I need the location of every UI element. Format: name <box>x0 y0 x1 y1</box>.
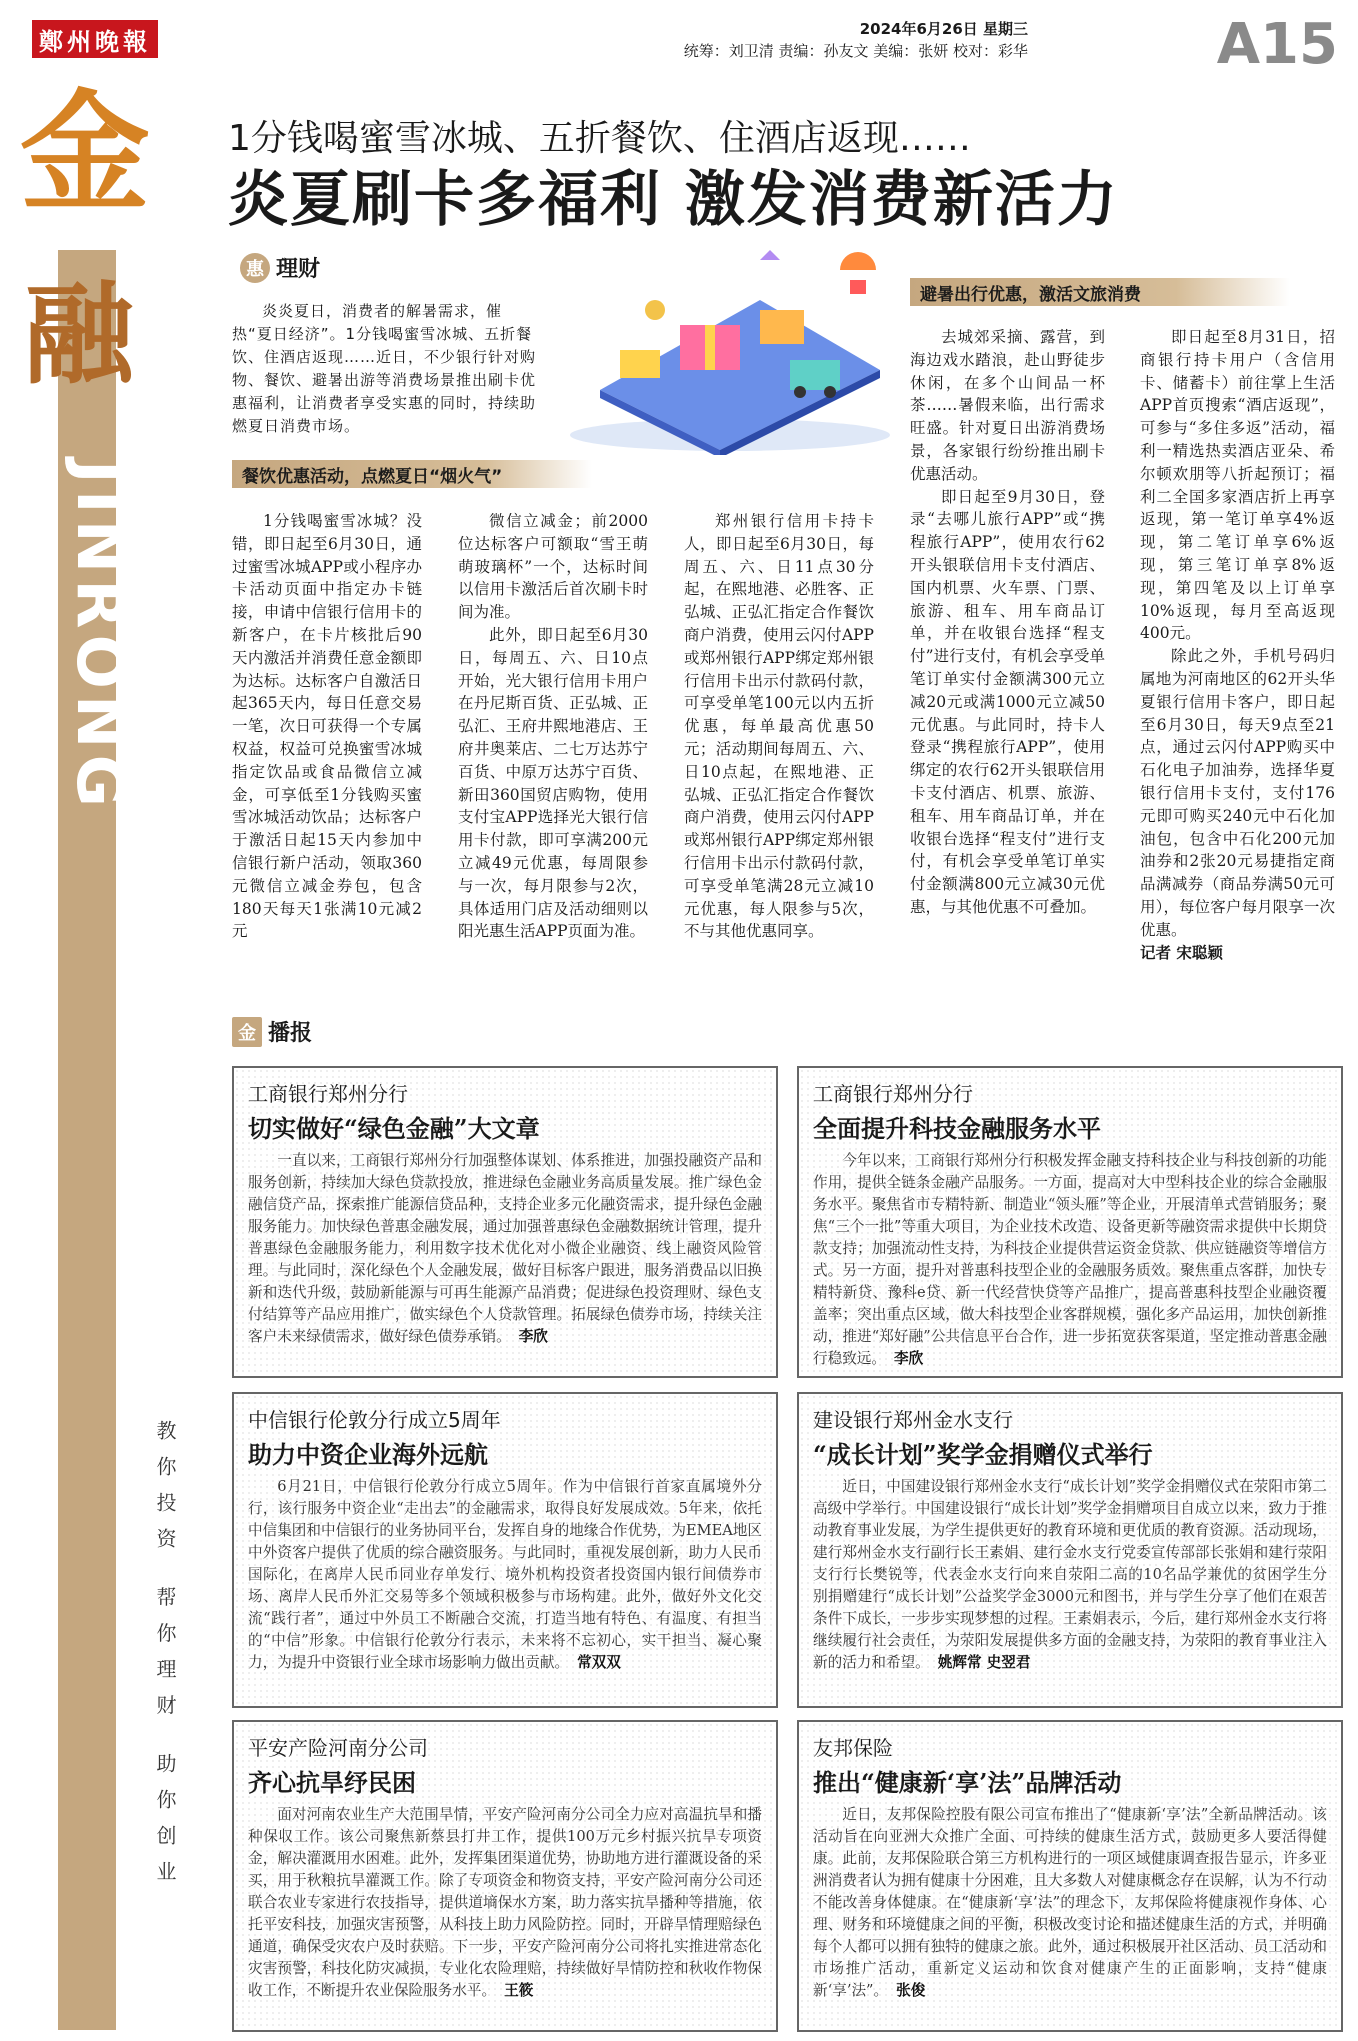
paragraph: 即日起至9月30日，登录“去哪儿旅行APP”或“携程旅行APP”，使用农行62开头银联信用卡支付酒店、国内机票、火车票、门票、旅游、租车、用车商品订单，并在收银台选择“程支付”进行支付，有机会享受单笔订单实付金额满300元立减20元或满1000元立减50元优惠。与此同时，持卡人登录“携程旅行APP”，使用绑定的农行62开头银联信用卡支付酒店、机票、旅游、租车、用车商品订单，并在收银台选择“程支付”进行支付，有机会享受单笔订单实付金额满800元立减30元优惠，与其他优惠不可叠加。 <box>910 487 1105 916</box>
article-lead: 炎炎夏日，消费者的解暑需求，催热“夏日经济”。1分钱喝蜜雪冰城、五折餐饮、住酒店返现……近日，不少银行针对购物、餐饮、避暑出游等消费场景推出刷卡优惠福利，让消费者享受实惠的同时，持续助燃夏日消费市场。 <box>232 302 537 435</box>
news-body: 6月21日，中信银行伦敦分行成立5周年。作为中信银行首家直属境外分行，该行服务中资企业“走出去”的金融需求，取得良好发展成效。5年来，依托中信集团和中信银行的业务协同平台，发挥自身的地缘合作优势，为EMEA地区中外资客户提供了优质的综合融资服务。与此同时，重视发展创新，助力人民币国际化，在离岸人民币同业存单发行、境外机构投资者投资国内银行间债券市场、离岸人民币外汇交易等多个领域积极参与市场构建。此外，做好外文化交流“践行者”，通过中外员工不断融合交流，打造当地有特色、有温度、有担当的“中信”形象。中信银行伦敦分行表示，未来将不忘初心，实干担当、凝心聚力，为提升中资银行业全球市场影响力做出贡献。 常双双 <box>248 1478 762 1671</box>
news-byline: 姚辉常 史翌君 <box>937 1654 1031 1671</box>
news-source: 中信银行伦敦分行成立5周年 <box>248 1408 501 1432</box>
hui-tag-icon: 惠 <box>240 253 270 283</box>
coin-icon <box>645 300 665 320</box>
news-byline: 张俊 <box>896 1982 926 1999</box>
news-headline: 齐心抗旱纾民困 <box>248 1768 416 1797</box>
issue-date: 2024年6月26日 星期三 <box>859 20 1028 38</box>
article-column-5 <box>1140 326 1335 964</box>
news-source: 工商银行郑州分行 <box>813 1082 973 1106</box>
news-source: 平安产险河南分公司 <box>248 1736 428 1760</box>
article-tag <box>240 252 320 283</box>
paragraph: 此外，即日起至6月30日，每周五、六、日10点开始，光大银行信用卡用户在丹尼斯百货、正弘城、正弘汇、王府井熙地港店、王府井奥莱店、二七万达苏宁百货、中原万达苏宁百货、新田360国贸店购物，使用支付宝APP选择光大银行信用卡付款，即可享满200元立减49元优惠，每周限参与一次，每月限参与2次，具体适用门店及活动细则以阳光惠生活APP页面为准。 <box>458 625 648 941</box>
article-column-3 <box>684 510 874 943</box>
news-item-2 <box>797 1066 1343 1378</box>
news-byline: 王筱 <box>504 1982 534 1999</box>
article-column-4 <box>910 326 1105 919</box>
page-number: A15 <box>1216 12 1338 77</box>
paragraph: 即日起至8月31日，招商银行持卡用户（含信用卡、储蓄卡）前往掌上生活APP首页搜索“酒店返现”，可参与“多住多返”活动，福利一精选热卖酒店亚朵、希尔顿欢朋等八折起预订；福利二全国多家酒店折上再享返现，第一笔订单享4%返现，第二笔订单享6%返现，第三笔订单享8%返现，第四笔及以上订单享10%返现，每月至高返现400元。 <box>1140 328 1335 643</box>
news-headline: 推出“健康新‘享’法”品牌活动 <box>813 1768 1122 1797</box>
paragraph: 去城郊采摘、露营，到海边戏水踏浪，赴山野徒步休闲，在多个山间品一杯茶……暑假来临，出行需求旺盛。针对夏日出游消费场景，各家银行纷纷推出刷卡优惠活动。 <box>910 328 1105 483</box>
section-pinyin: JINRONG <box>62 460 136 813</box>
page-header-info <box>684 18 1028 62</box>
article-tag-label: 理财 <box>276 257 321 282</box>
truck-icon <box>790 360 840 390</box>
news-body: 近日，友邦保险控股有限公司宣布推出了“健康新‘享’法”全新品牌活动。该活动旨在向亚洲大众推广全面、可持续的健康生活方式，鼓励更多人要活得健康。此前，友邦保险联合第三方机构进行的一项区域健康调查报告显示，许多亚洲消费者认为拥有健康十分困难，且大多数人对健康概念存在误解，认为不行动不能改善身体健康。在“健康新‘享’法”的理念下，友邦保险将健康视作身体、心理、财务和环境健康之间的平衡，积极改变讨论和描述健康生活的方式，并明确每个人都可以拥有独特的健康之旅。此外，通过积极展开社区活动、员工活动和市场推广活动，重新定义运动和饮食对健康产生的正面影响，支持“健康新‘享’法”。 张俊 <box>813 1806 1327 1999</box>
paragraph: 除此之外，手机号码归属地为河南地区的62开头华夏银行信用卡客户，即日起至6月30日，每天9点至21点，通过云闪付APP购买中石化电子加油券，选择华夏银行信用卡支付，支付176元即可购买240元中石化加油包，包含中石化200元加油券和2张20元易捷指定商品满减券（商品券满50元可用），每位客户每月限享一次优惠。 <box>1140 647 1335 939</box>
news-item-1 <box>232 1066 778 1378</box>
news-headline: 切实做好“绿色金融”大文章 <box>248 1114 540 1143</box>
article-column-1 <box>232 510 422 943</box>
newspaper-logo: 鄭州晚報 <box>32 20 158 58</box>
paragraph: 1分钱喝蜜雪冰城？没错，即日起至6月30日，通过蜜雪冰城APP或小程序办卡活动页面中指定办卡链接，申请中信银行信用卡的新客户，在卡片核批后90天内激活并消费任意金额即为达标。达标客户自激活日起365天内，每日任意交易一笔，次日可获得一个专属权益，权益可兑换蜜雪冰城指定饮品或食品微信立减金，可享低至1分钱购买蜜雪冰城活动饮品；达标客户于激活日起15天内参加中信银行新户活动，领取360元微信立减金券包，包含180天每天1张满10元减2元 <box>232 512 422 941</box>
section-slogan: 教你投资 帮你理财 助你创业 <box>153 1420 177 1897</box>
reporter-byline: 记者 宋聪颖 <box>1140 943 1223 962</box>
news-byline: 李欣 <box>518 1328 548 1345</box>
paragraph: 郑州银行信用卡持卡人，即日起至6月30日，每周五、六、日11点30分起，在熙地港、必胜客、正弘城、正弘汇指定合作餐饮商户消费，使用云闪付APP或郑州银行APP绑定郑州银行信用卡出示付款码付款，可享受单笔100元以内五折优惠，每单最高优惠50元；活动期间每周五、六、日10点起，在熙地港、正弘城、正弘汇指定合作餐饮商户消费，使用云闪付APP或郑州银行APP绑定郑州银行信用卡出示付款码付款，可享受单笔满28元立减10元优惠，每人限参与5次，不与其他优惠同享。 <box>684 512 874 941</box>
section-title-char-1: 金 <box>20 76 151 229</box>
package-icon <box>760 310 804 344</box>
article-column-2 <box>458 510 648 943</box>
news-item-5 <box>232 1720 778 2032</box>
news-source: 建设银行郑州金水支行 <box>813 1408 1013 1432</box>
news-body: 一直以来，工商银行郑州分行加强整体谋划、体系推进，加强投融资产品和服务创新，持续加大绿色贷款投放，推进绿色金融业务高质量发展。推广绿色金融信贷产品，探索推广能源信贷品种，支持企业多元化融资需求，提升绿色金融服务能力。加快绿色普惠金融发展，通过加强普惠绿色金融数据统计管理，提升普惠绿色金融服务能力，利用数字技术优化对小微企业融资、线上融资风险管理。与此同时，深化绿色个人金融发展，做好目标客户跟进，服务消费品以旧换新和迭代升级，鼓励新能源与可再生能源产品消费；促进绿色投资理财、绿色支付结算等产品应用推广，做实绿色个人贷款管理。拓展绿色债券市场，持续关注客户未来绿债需求，做好绿色债券承销。 李欣 <box>248 1152 762 1345</box>
jin-tag-icon: 金 <box>232 1017 262 1047</box>
news-brief-header <box>232 1016 312 1047</box>
news-item-4 <box>797 1392 1343 1708</box>
news-headline: 全面提升科技金融服务水平 <box>813 1114 1101 1143</box>
parachute-icon <box>840 252 876 270</box>
news-body: 今年以来，工商银行郑州分行积极发挥金融支持科技企业与科技创新的功能作用，提供全链条金融产品服务。一方面，提高对大中型科技企业的综合金融服务水平。聚焦省市专精特新、制造业“领头雁”等企业，开展清单式营销服务；聚焦“三个一批”等重大项目，为企业技术改造、设备更新等融资需求提供中长期贷款支持；加强流动性支持，为科技企业提供营运资金贷款、供应链融资等增信方式。另一方面，提升对普惠科技型企业的金融服务质效。聚焦重点客群，加快专精特新贷、豫科e贷、新一代经营快贷等产品推广，提高普惠科技型企业融资覆盖率；突出重点区域，做大科技型企业客群规模，强化多产品运用，加快创新推动，推进“郑好融”公共信息平台合作，进一步拓宽获客渠道，坚定推动普惠金融行稳致远。 李欣 <box>813 1152 1327 1367</box>
article-title: 炎夏刷卡多福利 激发消费新活力 <box>228 165 1119 235</box>
news-item-3 <box>232 1392 778 1708</box>
news-source: 友邦保险 <box>813 1736 893 1760</box>
paragraph: 微信立减金；前2000位达标客户可额取“雪王萌萌玻璃杯”一个，达标时间以信用卡激活后首次刷卡时间为准。 <box>458 512 648 622</box>
card-icon <box>620 350 660 378</box>
news-byline: 李欣 <box>893 1350 924 1367</box>
staff-credits: 统筹：刘卫清 责编：孙友文 美编：张妍 校对：彩华 <box>683 42 1028 60</box>
news-brief-label: 播报 <box>268 1021 313 1046</box>
section-title-char-2: 融 <box>24 270 134 399</box>
section-banner-travel: 避暑出行优惠，激活文旅消费 <box>910 278 1290 306</box>
news-headline: 助力中资企业海外远航 <box>248 1440 488 1469</box>
news-source: 工商银行郑州分行 <box>248 1082 408 1106</box>
article-subtitle: 1分钱喝蜜雪冰城、五折餐饮、住酒店返现…… <box>228 118 971 159</box>
news-byline: 常双双 <box>577 1654 621 1671</box>
news-body: 近日，中国建设银行郑州金水支行“成长计划”奖学金捐赠仪式在荥阳市第二高级中学举行。中国建设银行“成长计划”奖学金捐赠项目自成立以来，致力于推动教育事业发展，为学生提供更好的教育环境和更优质的教育资源。活动现场，建行郑州金水支行副行长王素娟、建行金水支行党委宣传部部长张娟和建行荥阳支行行长樊锐等，代表金水支行向来自荥阳二高的10名品学兼优的贫困学生分别捐赠建行“成长计划”公益奖学金3000元和图书，并与学生分享了他们在艰苦条件下成长，一步步实现梦想的过程。王素娟表示，今后，建行郑州金水支行将继续履行社会责任，为荥阳发展提供多方面的金融支持，为荥阳的教育事业注入新的活力和希望。 姚辉常 史翌君 <box>813 1478 1327 1671</box>
news-body: 面对河南农业生产大范围旱情，平安产险河南分公司全力应对高温抗旱和播种保収工作。该公司聚焦新蔡县打井工作，提供100万元乡村振兴抗旱专项资金，解决灌溉用水困难。此外，发挥集团渠道优势，协助地方进行灌溉设备的采买，用于秋粮抗旱灌溉工作。除了专项资金和物资支持，平安产险河南分公司还联合农业专家进行农技指导，提供道墒保水方案，助力落实抗旱播种等措施，依托平安科技，加强灾害预警，从科技上助力风险防控。同时，开辟旱情理赔绿色通道，确保受灾农户及时获赔。下一步，平安产险河南分公司将扎实推进常态化灾害预警，科技化防灾减损，专业化农险理赔，持续做好旱情防控和秋收作物保收工作，不断提升农业保险服务水平。 王筱 <box>248 1806 762 1999</box>
news-item-6 <box>797 1720 1343 2032</box>
shopping-illustration <box>560 240 900 455</box>
section-banner-dining: 餐饮优惠活动，点燃夏日“烟火气” <box>232 460 592 488</box>
news-headline: “成长计划”奖学金捐赠仪式举行 <box>813 1440 1153 1469</box>
